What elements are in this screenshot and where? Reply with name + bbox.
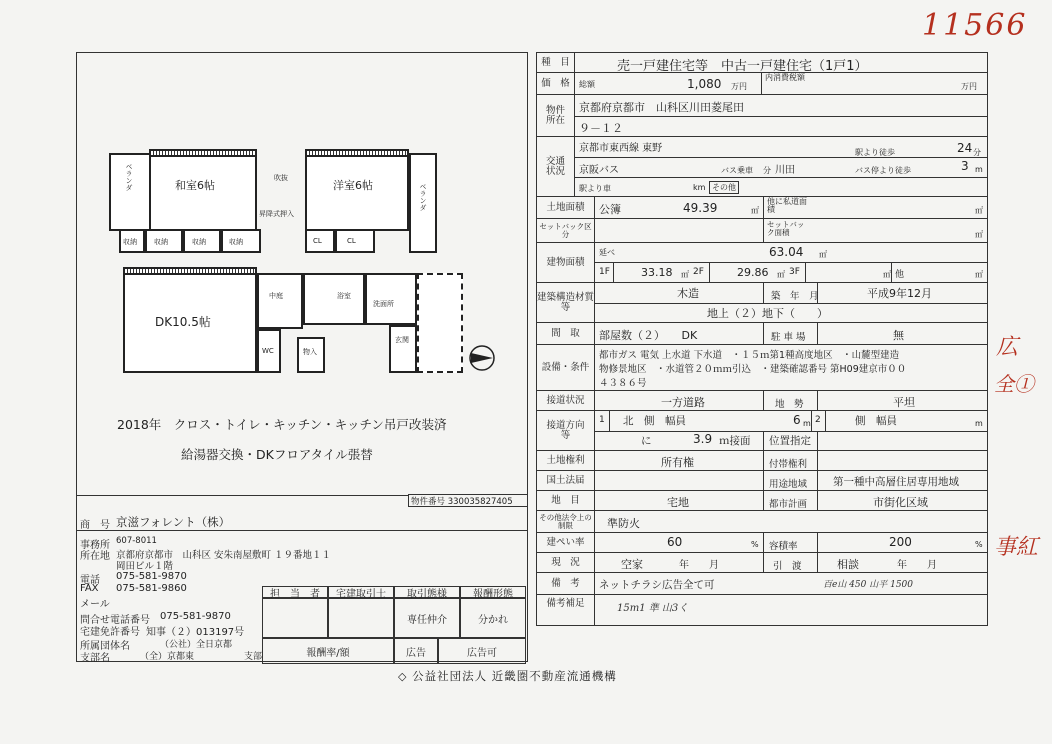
remarks-label: 備 考 [537, 573, 595, 594]
fee-rate-label-text: 報酬率/額 [306, 647, 350, 659]
facilities-line-3: ４３８６号 [599, 378, 647, 389]
handover-date: 年 月 [897, 560, 937, 571]
transport-label: 交通状況 [537, 137, 575, 196]
storage-label-4: 収納 [229, 238, 243, 246]
car-unit: km [693, 183, 706, 192]
courtyard-room [257, 273, 303, 329]
setback-area-unit: ㎡ [975, 230, 983, 239]
assoc-name: （公社）全日京都 [160, 640, 233, 650]
company-tel: 075-581-9870 [116, 571, 187, 582]
tax-unit: 万円 [961, 82, 977, 91]
grid-header-fee: 報酬形態 [460, 586, 526, 598]
f2-label: 2F [693, 267, 704, 277]
f2-unit: ㎡ [777, 270, 785, 279]
north-arrow-icon [467, 343, 497, 373]
ad-label: 広告 [394, 638, 438, 664]
floorplan-2f [109, 149, 439, 259]
handwritten-note-business: 事紅 [994, 535, 1039, 560]
address-label: 所在地 [80, 551, 110, 562]
floorplan-panel [76, 52, 528, 662]
far-unit: % [975, 540, 983, 549]
city-plan-label: 都市計画 [769, 499, 808, 510]
bus-walk-unit: m [975, 165, 983, 174]
company-block [76, 495, 528, 664]
handwritten-number: 11566 [922, 8, 1028, 43]
f1-area: 33.18 [641, 266, 673, 279]
row-land-area [537, 197, 987, 219]
mail-label: メール [80, 599, 110, 610]
land-category-value: 宅地 [667, 496, 689, 509]
structure-value: 木造 [677, 287, 699, 300]
fee-type: 分かれ [460, 598, 526, 638]
location-line-1: 京都府京都市 山科区川田菱尾田 [579, 101, 744, 114]
bcr-unit: % [751, 540, 759, 549]
total-floor-area: 63.04 [769, 245, 804, 259]
row-location [537, 95, 987, 137]
other-floor-label: 他 [895, 270, 905, 280]
road-label: 接道状況 [537, 391, 595, 410]
bus-company: 京阪バス [579, 165, 619, 176]
postal-code: 607-8011 [116, 536, 157, 546]
layout-value: 部屋数（２） DK [599, 329, 698, 342]
land-area-unit: ㎡ [751, 206, 759, 215]
storage-label-3: 収納 [192, 238, 206, 246]
grid-header-mode: 取引態様 [394, 586, 460, 598]
status-date: 年 月 [679, 560, 719, 571]
branch-name: （全）京都東 [140, 652, 195, 662]
ad-value: 広告可 [438, 638, 526, 664]
row-land-category [537, 491, 987, 511]
f3-unit: ㎡ [883, 270, 891, 279]
storeroom-label: 物入 [303, 348, 317, 356]
facilities-line-2: 物修景地区 ・水道管２０ｍｍ引込 ・建築確認番号 第H09建京市００ [599, 364, 907, 375]
row-other-limits [537, 511, 987, 533]
land-category-label: 地 目 [537, 491, 595, 510]
facilities-line-1: 都市ガス 電気 上水道 下水道 ・１５ｍ第1種高度地区 ・山麓型建造 [599, 350, 900, 361]
property-number-box [408, 494, 528, 507]
wc-label: WC [262, 347, 274, 355]
row-remarks [537, 573, 987, 595]
property-type: 売一戸建住宅等 中古一戸建住宅（1戸1） [617, 59, 868, 74]
handover-value: 相談 [837, 558, 859, 571]
fee-rate-label [262, 638, 394, 664]
row-transport [537, 137, 987, 197]
land-area-label: 土地面積 [537, 197, 595, 218]
parking-label: 駐 車 場 [771, 332, 806, 343]
renovation-line-2: 給湯器交換・DKフロアタイル張替 [181, 447, 373, 462]
washroom-label: 洗面所 [373, 300, 394, 308]
row-facilities [537, 345, 987, 391]
tax-label: 内消費税額 [765, 73, 805, 82]
row-layout [537, 323, 987, 345]
price-unit: 万円 [731, 82, 747, 91]
floors-value: 地上（２）地下（ ） [707, 307, 828, 320]
f1-label: 1F [599, 267, 610, 277]
other-label: その他 [709, 181, 739, 194]
setback-area-label: セットバック面積 [767, 220, 805, 237]
row-type [537, 53, 987, 73]
washitsu-room [149, 155, 257, 231]
type-label: 種 目 [537, 53, 575, 72]
bus-ride-label: バス乗車 [721, 166, 753, 175]
property-number: 330035827405 [447, 497, 513, 507]
other-limits-value: 準防火 [607, 517, 640, 530]
bcr-value: 60 [667, 535, 683, 549]
floorplan-1f [109, 267, 469, 377]
built-label: 築 年 月 [771, 291, 819, 302]
row-price [537, 73, 987, 95]
remarks-value: ネットチラシ広告全て可 [599, 579, 715, 591]
road-width-unit: m [803, 419, 811, 428]
youshitsu-label: 洋室6帖 [333, 179, 373, 192]
handwritten-note-ad: 広 [996, 335, 1019, 360]
train-line: 京都市東西線 東野 [579, 143, 663, 154]
footer-org-name: 公益社団法人 近畿圏不動産流通機構 [412, 669, 617, 683]
supplement-handwriting: 15m1 準 山3く [617, 603, 689, 614]
transaction-mode: 専任仲介 [394, 598, 460, 638]
org-logo-icon: ◇ [398, 670, 408, 683]
closet-label-2: CL [347, 237, 356, 245]
land-right-label: 土地権利 [537, 451, 595, 470]
setback-label: セットバック区分 [537, 219, 595, 242]
grid-cell-agent [328, 598, 394, 638]
office-label: 事務所 [80, 540, 110, 551]
company-address-2: 岡田ビル１階 [116, 561, 174, 572]
f3-label: 3F [789, 267, 800, 277]
bus-stop: 川田 [775, 165, 795, 176]
branch-suffix: 支部 [244, 652, 263, 662]
row-road [537, 391, 987, 411]
stair-note: 昇降式押入 [259, 210, 294, 218]
far-value: 200 [889, 535, 912, 549]
license-number: 知事（２）013197号 [146, 627, 245, 638]
bus-walk-value: 3 [961, 159, 969, 173]
road-value: 一方道路 [661, 396, 705, 409]
entrance [389, 325, 417, 373]
assoc-label: 所属団体名 [80, 641, 130, 652]
walk-unit: 分 [973, 148, 981, 157]
fukinuke-label: 吹抜 [274, 174, 288, 182]
location-line-2: ９－１２ [579, 122, 623, 135]
bath-label: 浴室 [337, 292, 351, 300]
license-label: 宅建免許番号 [80, 627, 140, 638]
row-setback [537, 219, 987, 243]
private-road-unit: ㎡ [975, 206, 983, 215]
renovation-line-1: 2018年 クロス・トイレ・キッチン・キッチン吊戸改装済 [117, 417, 447, 432]
status-label: 現 況 [537, 553, 595, 572]
land-area-value: 49.39 [683, 201, 718, 215]
property-number-label: 物件番号 [411, 497, 446, 507]
road-number-2: 2 [815, 415, 821, 425]
other-limits-label: その他法令上の制限 [537, 511, 595, 532]
road-direction-2: 側 幅員 [855, 415, 897, 427]
price-value: 1,080 [687, 77, 722, 91]
row-road-direction [537, 411, 987, 451]
private-road-label: 他に私道面積 [767, 197, 807, 214]
trade-name: 京滋フォレント（株） [116, 515, 231, 529]
parking-value: 無 [893, 329, 904, 342]
price-label: 価 格 [537, 73, 575, 94]
closet-label-1: CL [313, 237, 322, 245]
row-coverage [537, 533, 987, 553]
road-width-1: 6 [793, 413, 801, 427]
company-address-1: 京都府京都市 山科区 安朱南屋敷町 １９番地１１ [116, 550, 332, 561]
entrance-label: 玄関 [395, 336, 409, 344]
road-number-1: 1 [599, 415, 605, 425]
city-plan-value: 市街化区域 [873, 496, 928, 509]
courtyard-label: 中庭 [269, 292, 283, 300]
trade-label: 商 号 [80, 520, 110, 531]
building-area-label: 建物面積 [537, 243, 595, 282]
station-walk-label: 駅より徒歩 [855, 148, 895, 157]
contact-tel: 075-581-9870 [160, 611, 231, 622]
zoning-label: 用途地域 [769, 479, 808, 490]
veranda-left-label: ベランダ [125, 163, 133, 191]
dk-label: DK10.5帖 [155, 315, 211, 329]
frontage-value: 3.9 [693, 432, 713, 446]
terrain-value: 平坦 [893, 396, 915, 409]
tel-label: 電話 [80, 575, 100, 586]
branch-label: 支部名 [80, 653, 110, 664]
rental-label: 付帯権利 [769, 459, 808, 470]
bus-ride-unit: 分 [763, 166, 771, 175]
storage-label-1: 収納 [123, 238, 137, 246]
washitsu-label: 和室6帖 [175, 179, 215, 192]
storage-label-2: 収納 [154, 238, 168, 246]
built-date: 平成9年12月 [867, 287, 932, 300]
bus-walk-label: バス停より徒歩 [855, 166, 911, 175]
contact-tel-label: 問合せ電話番号 [80, 615, 150, 626]
row-national-law [537, 471, 987, 491]
far-label: 容積率 [769, 541, 798, 552]
handwritten-note-all: 全① [994, 372, 1034, 396]
f1-unit: ㎡ [681, 270, 689, 279]
row-land-right [537, 451, 987, 471]
row-building-area [537, 243, 987, 283]
zoning-value: 第一種中高層住居専用地域 [833, 476, 959, 488]
grid-header-agent: 宅建取引士 [328, 586, 394, 598]
grid-header-person: 担 当 者 [262, 586, 328, 598]
road-width-2-unit: m [975, 419, 983, 428]
f2-area: 29.86 [737, 266, 769, 279]
outer-wall [417, 273, 463, 373]
fax-label: FAX [80, 583, 99, 594]
location-label: 物件所在 [537, 95, 575, 136]
frontage-suffix: ｍ接面 [719, 435, 751, 447]
footer-org [398, 668, 617, 684]
station-walk-minutes: 24 [957, 141, 973, 155]
total-label: 総額 [579, 80, 595, 89]
terrain-label: 地 勢 [775, 399, 804, 410]
car-label: 駅より車 [579, 184, 611, 193]
row-status [537, 553, 987, 573]
frontage-prefix: に [641, 435, 652, 447]
road-direction-1: 北 側 幅員 [623, 415, 686, 427]
other-floor-unit: ㎡ [975, 270, 983, 279]
listing-table [536, 52, 988, 626]
bath-room [303, 273, 365, 325]
veranda-right-label: ベランダ [419, 183, 427, 211]
designation-label: 位置指定 [769, 435, 811, 447]
role-grid [262, 586, 528, 664]
handover-label: 引 渡 [773, 561, 802, 572]
remarks-handwriting: 百e山 450 山平 1500 [823, 580, 913, 590]
total-floor-label: 延べ [599, 248, 615, 257]
status-value: 空家 [621, 558, 643, 571]
company-fax: 075-581-9860 [116, 583, 187, 594]
facilities-label: 設備・条件 [537, 345, 595, 390]
land-right-value: 所有権 [661, 456, 694, 469]
structure-label: 建築構造材質等 [537, 283, 595, 322]
grid-cell-person [262, 598, 328, 638]
youshitsu-room [305, 155, 409, 231]
land-area-basis: 公簿 [599, 203, 621, 216]
road-direction-label: 接道方向等 [537, 411, 595, 450]
row-supplement [537, 595, 987, 625]
total-floor-unit: ㎡ [819, 250, 827, 259]
layout-label: 間 取 [537, 323, 595, 344]
national-law-label: 国土法届 [537, 471, 595, 490]
supplement-label: 備考補足 [537, 595, 595, 625]
row-structure [537, 283, 987, 323]
bcr-label: 建ぺい率 [537, 533, 595, 552]
